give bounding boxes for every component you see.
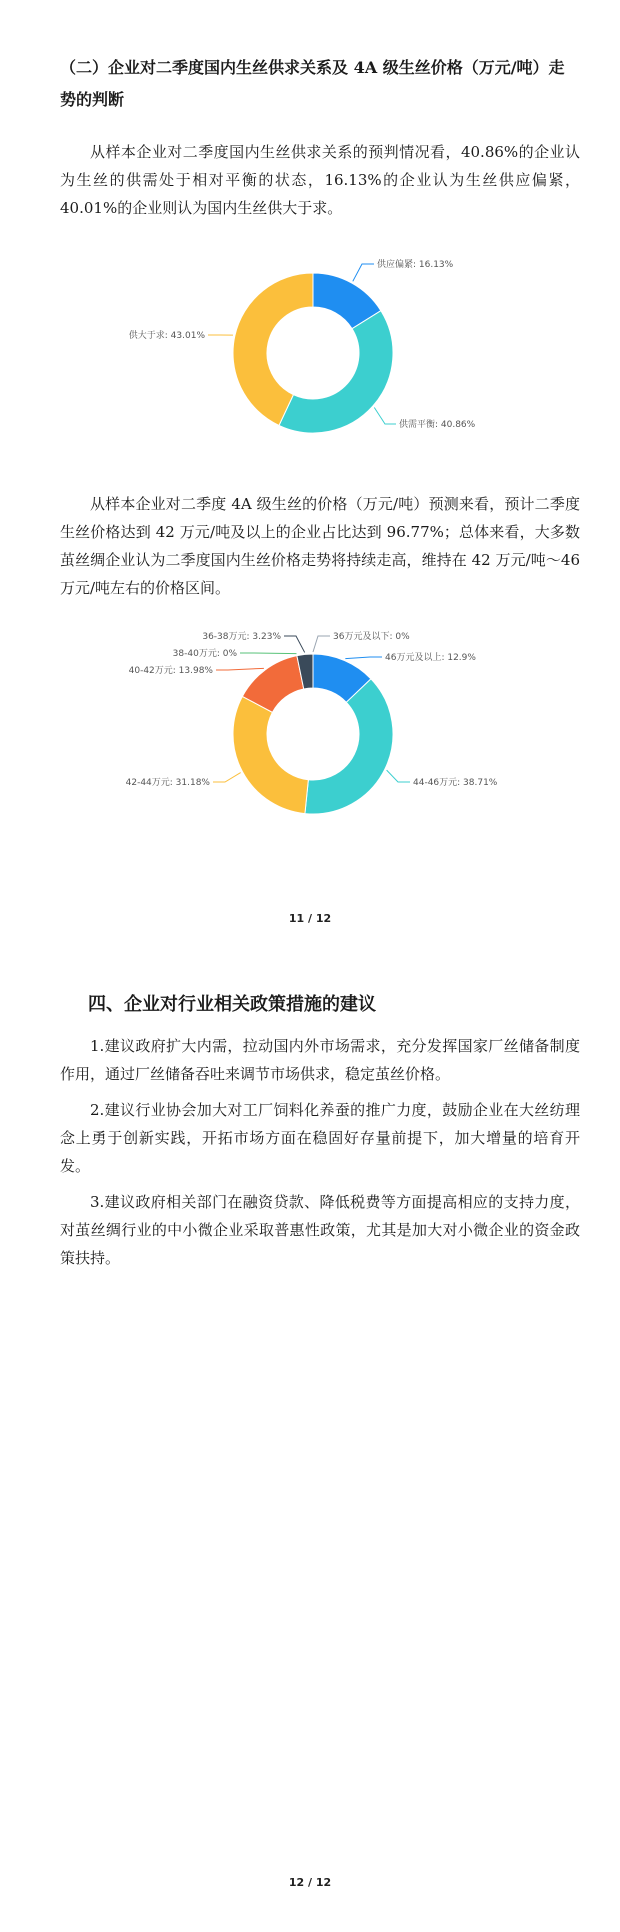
- data-label: 46万元及以上: 12.9%: [385, 653, 476, 663]
- data-label: 36万元及以下: 0%: [333, 632, 410, 642]
- paragraph-price-forecast: 从样本企业对二季度 4A 级生丝的价格（万元/吨）预测来看，预计二季度生丝价格达到 42 万元/吨及以上的企业占比达到 96.77%；总体来看，大多数茧丝绸企业认为二季度国内生丝价格走势将持续走高，维持在 42 万元/吨～46 万元/吨左右的价格区间。: [60, 495, 580, 597]
- pie-slice: [305, 679, 393, 814]
- price-forecast-donut-chart: [0, 622, 620, 832]
- page-number: 11 / 12: [288, 912, 332, 925]
- data-label: 供需平衡: 40.86%: [399, 420, 476, 430]
- data-label: 36-38万元: 3.23%: [202, 632, 281, 642]
- leader-line: [353, 264, 374, 281]
- leader-line: [387, 770, 410, 782]
- data-label: 44-46万元: 38.71%: [413, 778, 498, 788]
- data-label: 42-44万元: 31.18%: [125, 778, 210, 788]
- page-number: 12 / 12: [288, 1876, 332, 1889]
- suggestion-item-1: 1.建议政府扩大内需，拉动国内外市场需求，充分发挥国家厂丝储备制度作用，通过厂丝储备吞吐来调节市场供求，稳定茧丝价格。: [60, 1037, 580, 1083]
- suggestion-item-3: 3.建议政府相关部门在融资贷款、降低税费等方面提高相应的支持力度，对茧丝绸行业的中小微企业采取普惠性政策，尤其是加大对小微企业的资金政策扶持。: [60, 1193, 580, 1267]
- page-12: [0, 960, 620, 1932]
- leader-line: [345, 657, 382, 659]
- leader-line: [240, 653, 296, 654]
- data-label: 供应偏紧: 16.13%: [377, 260, 454, 270]
- leader-line: [216, 668, 264, 670]
- paragraph-supply-demand: 从样本企业对二季度国内生丝供求关系的预判情况看，40.86%的企业认为生丝的供需处于相对平衡的状态，16.13%的企业认为生丝供应偏紧，40.01%的企业则认为国内生丝供大于求。: [60, 143, 580, 217]
- supply-demand-donut-chart: [0, 250, 620, 450]
- pie-slice: [279, 311, 393, 433]
- suggestion-item-2: 2.建议行业协会加大对工厂饲料化养蚕的推广力度，鼓励企业在大丝纺理念上勇于创新实践，开拓市场方面在稳固好存量前提下，加大增量的培育开发。: [60, 1101, 580, 1175]
- leader-line: [213, 773, 241, 782]
- section-heading: 四、企业对行业相关政策措施的建议: [88, 994, 376, 1015]
- data-label: 38-40万元: 0%: [172, 649, 237, 659]
- section-heading: （二）企业对二季度国内生丝供求关系及 4A 级生丝价格（万元/吨）走势的判断: [60, 58, 565, 109]
- page-11: [0, 0, 620, 960]
- leader-line: [313, 636, 330, 652]
- leader-line: [284, 636, 305, 652]
- data-label: 40-42万元: 13.98%: [128, 666, 213, 676]
- data-label: 供大于求: 43.01%: [128, 331, 205, 341]
- leader-line: [374, 407, 396, 424]
- pie-slice: [233, 696, 308, 813]
